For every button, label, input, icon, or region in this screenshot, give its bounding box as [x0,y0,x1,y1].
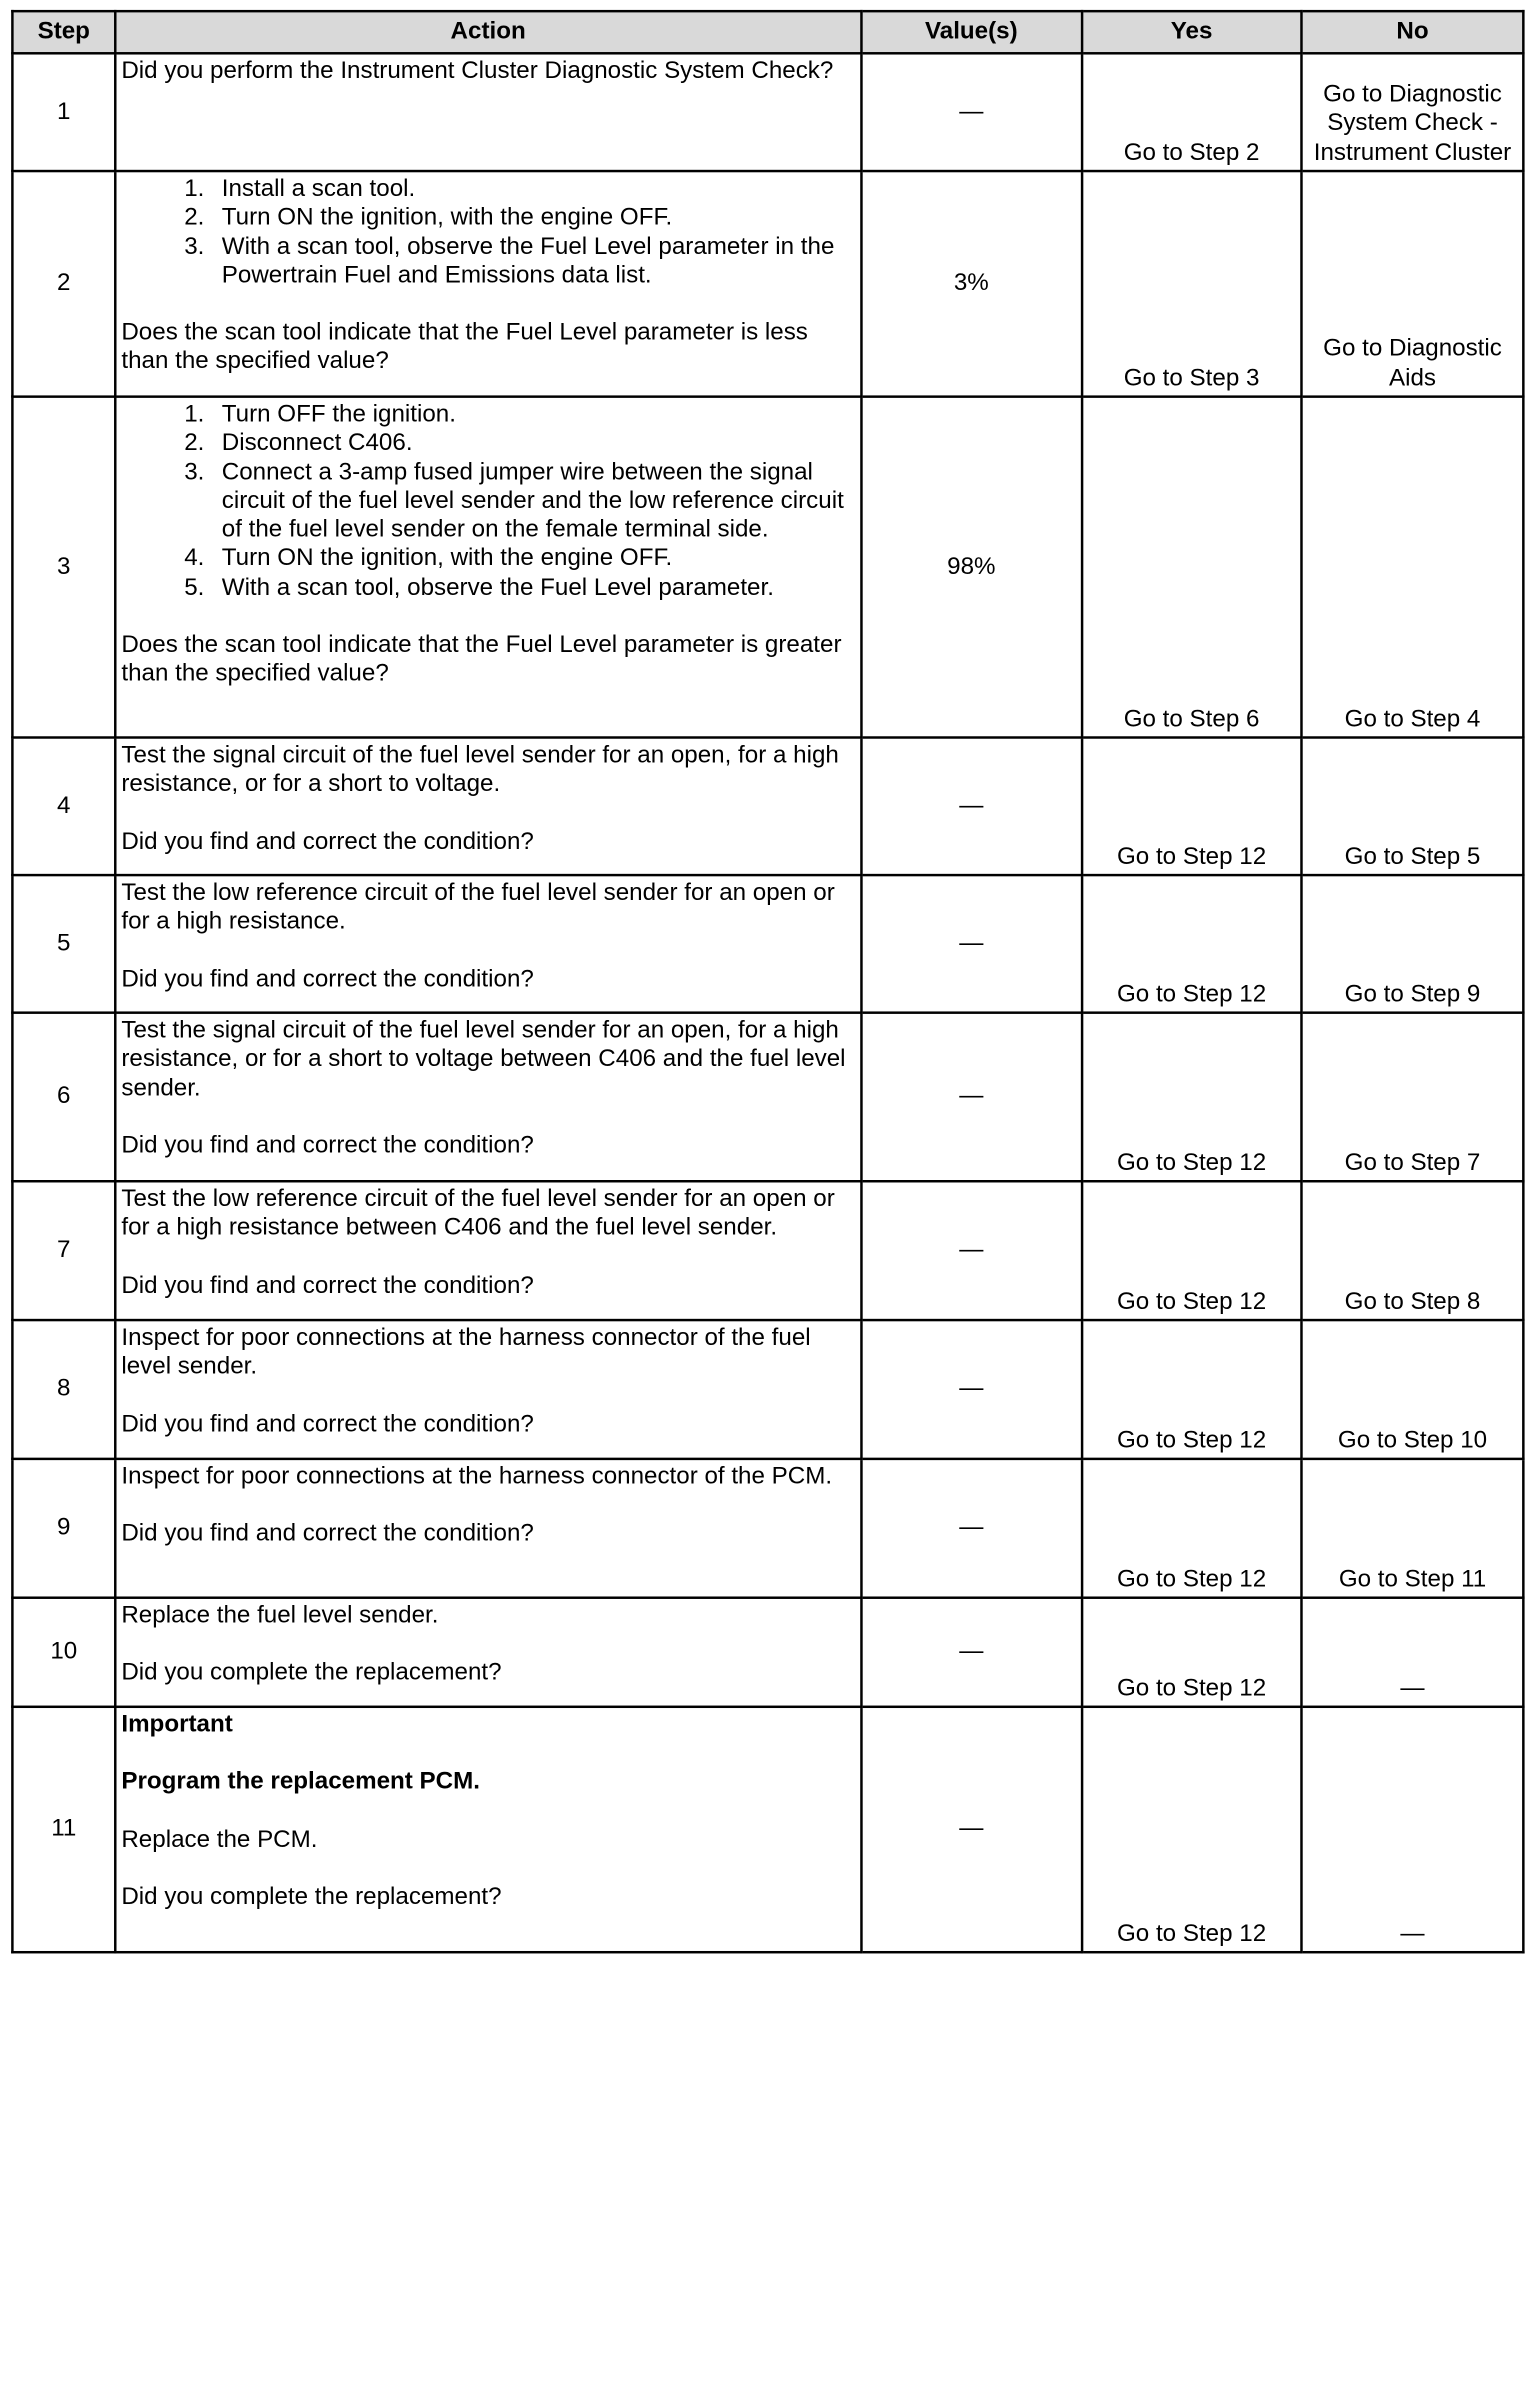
table-row [12,1013,1523,1182]
list-item: 3. Connect a 3-amp fused jumper wire between the signal circuit of the fuel level sender and the low reference circuit of the fuel level sender on the female terminal side. [184,458,844,544]
action-question: Did you find and correct the condition? [121,1519,534,1548]
no-cell: — [1302,1598,1524,1707]
action-question: Did you find and correct the condition? [121,827,534,855]
value-cell: — [861,1707,1081,1952]
yes-cell: Go to Step 6 [1081,397,1301,738]
yes-cell: Go to Step 3 [1081,171,1301,397]
yes-cell: Go to Step 12 [1081,738,1301,876]
action-question: Did you find and correct the condition? [121,1271,534,1299]
action-text: Test the signal circuit of the fuel level sender for an open, for a high resistance, or for a short to voltage between C406 and the fuel level sender. [121,1016,846,1102]
header-step: Step [12,11,115,53]
action-cell [115,1598,861,1707]
no-cell: Go to Step 10 [1302,1320,1524,1459]
yes-cell: Go to Step 12 [1081,1013,1301,1182]
no-cell: Go to Step 7 [1302,1013,1524,1182]
action-question: Does the scan tool indicate that the Fuel Level parameter is greater than the specified value? [121,631,842,688]
no-cell: Go to Step 4 [1302,397,1524,738]
table-row [12,1459,1523,1598]
value-cell: — [861,875,1081,1013]
yes-cell: Go to Step 2 [1081,53,1301,171]
value-cell: — [861,53,1081,171]
yes-cell: Go to Step 12 [1081,875,1301,1013]
step-number: 7 [12,1181,115,1320]
action-text: Test the low reference circuit of the fuel level sender for an open or for a high resistance between C406 and the fuel level sender. [121,1184,835,1242]
value-cell: — [861,1320,1081,1459]
list-item: 2. Disconnect C406. [184,429,413,457]
step-number: 4 [12,738,115,876]
action-cell [115,1181,861,1320]
header-no: No [1302,11,1524,53]
table-row [12,397,1523,738]
value-cell: — [861,1459,1081,1598]
action-cell [115,1013,861,1182]
step-number: 2 [12,171,115,397]
value-cell: 3% [861,171,1081,397]
action-question: Did you complete the replacement? [121,1882,502,1910]
action-cell [115,875,861,1013]
list-item: 4. Turn ON the ignition, with the engine OFF. [184,544,673,573]
table-row [12,1181,1523,1320]
table-row [12,875,1523,1013]
action-cell [115,1320,861,1459]
table-row [12,1707,1523,1952]
step-number: 6 [12,1013,115,1182]
action-question: Did you find and correct the condition? [121,1131,534,1159]
action-text: Replace the fuel level sender. [121,1601,439,1629]
action-cell [115,738,861,876]
no-cell: Go to Step 8 [1302,1181,1524,1320]
step-number: 3 [12,397,115,738]
action-text: Test the low reference circuit of the fuel level sender for an open or for a high resistance. [121,878,835,935]
important-note: Program the replacement PCM. [121,1767,480,1796]
yes-cell: Go to Step 12 [1081,1598,1301,1707]
action-cell [115,171,861,397]
table-row [12,1320,1523,1459]
action-cell [115,1459,861,1598]
yes-cell: Go to Step 12 [1081,1320,1301,1459]
action-question: Does the scan tool indicate that the Fuel Level parameter is less than the specified value? [121,318,808,375]
table-row [12,171,1523,397]
action-text: Inspect for poor connections at the harness connector of the fuel level sender. [121,1323,811,1380]
value-cell: — [861,1013,1081,1182]
no-cell: Go to Diagnostic System Check - Instrument Cluster [1302,53,1524,171]
yes-cell: Go to Step 12 [1081,1707,1301,1952]
step-number: 8 [12,1320,115,1459]
list-item: 1. Install a scan tool. [184,174,416,203]
procedure-list [121,400,855,602]
header-row [12,11,1523,53]
important-heading: Important [121,1710,233,1738]
action-cell [115,1707,861,1952]
no-cell: Go to Step 5 [1302,738,1524,876]
action-question: Did you find and correct the condition? [121,965,534,993]
table-row [12,1598,1523,1707]
action-cell [115,397,861,738]
step-number: 5 [12,875,115,1013]
action-question: Did you find and correct the condition? [121,1410,534,1438]
table-row [12,738,1523,876]
yes-cell: Go to Step 12 [1081,1459,1301,1598]
step-number: 1 [12,53,115,171]
step-number: 10 [12,1598,115,1707]
list-item: 2. Turn ON the ignition, with the engine OFF. [184,203,673,231]
action-cell [115,53,861,171]
header-values: Value(s) [861,11,1081,53]
action-text: Replace the PCM. [121,1825,318,1853]
no-cell: Go to Step 11 [1302,1459,1524,1598]
list-item: 5. With a scan tool, observe the Fuel Level parameter. [184,573,774,601]
yes-cell: Go to Step 12 [1081,1181,1301,1320]
step-number: 11 [12,1707,115,1952]
value-cell: — [861,1181,1081,1320]
action-question: Did you complete the replacement? [121,1658,502,1687]
value-cell: 98% [861,397,1081,738]
step-number: 9 [12,1459,115,1598]
value-cell: — [861,738,1081,876]
procedure-list [121,175,855,291]
value-cell: — [861,1598,1081,1707]
header-action: Action [115,11,861,53]
list-item: 1. Turn OFF the ignition. [184,400,456,428]
table-row [12,53,1523,171]
list-item: 3. With a scan tool, observe the Fuel Level parameter in the Powertrain Fuel and Emissions data list. [184,232,835,289]
header-yes: Yes [1081,11,1301,53]
no-cell: Go to Step 9 [1302,875,1524,1013]
action-text: Did you perform the Instrument Cluster Diagnostic System Check? [121,57,834,85]
action-text: Inspect for poor connections at the harness connector of the PCM. [121,1462,833,1490]
no-cell: Go to Diagnostic Aids [1302,171,1524,397]
action-text: Test the signal circuit of the fuel level sender for an open, for a high resistance, or for a short to voltage. [121,741,839,798]
diagnostic-table [11,10,1524,1954]
no-cell: — [1302,1707,1524,1952]
